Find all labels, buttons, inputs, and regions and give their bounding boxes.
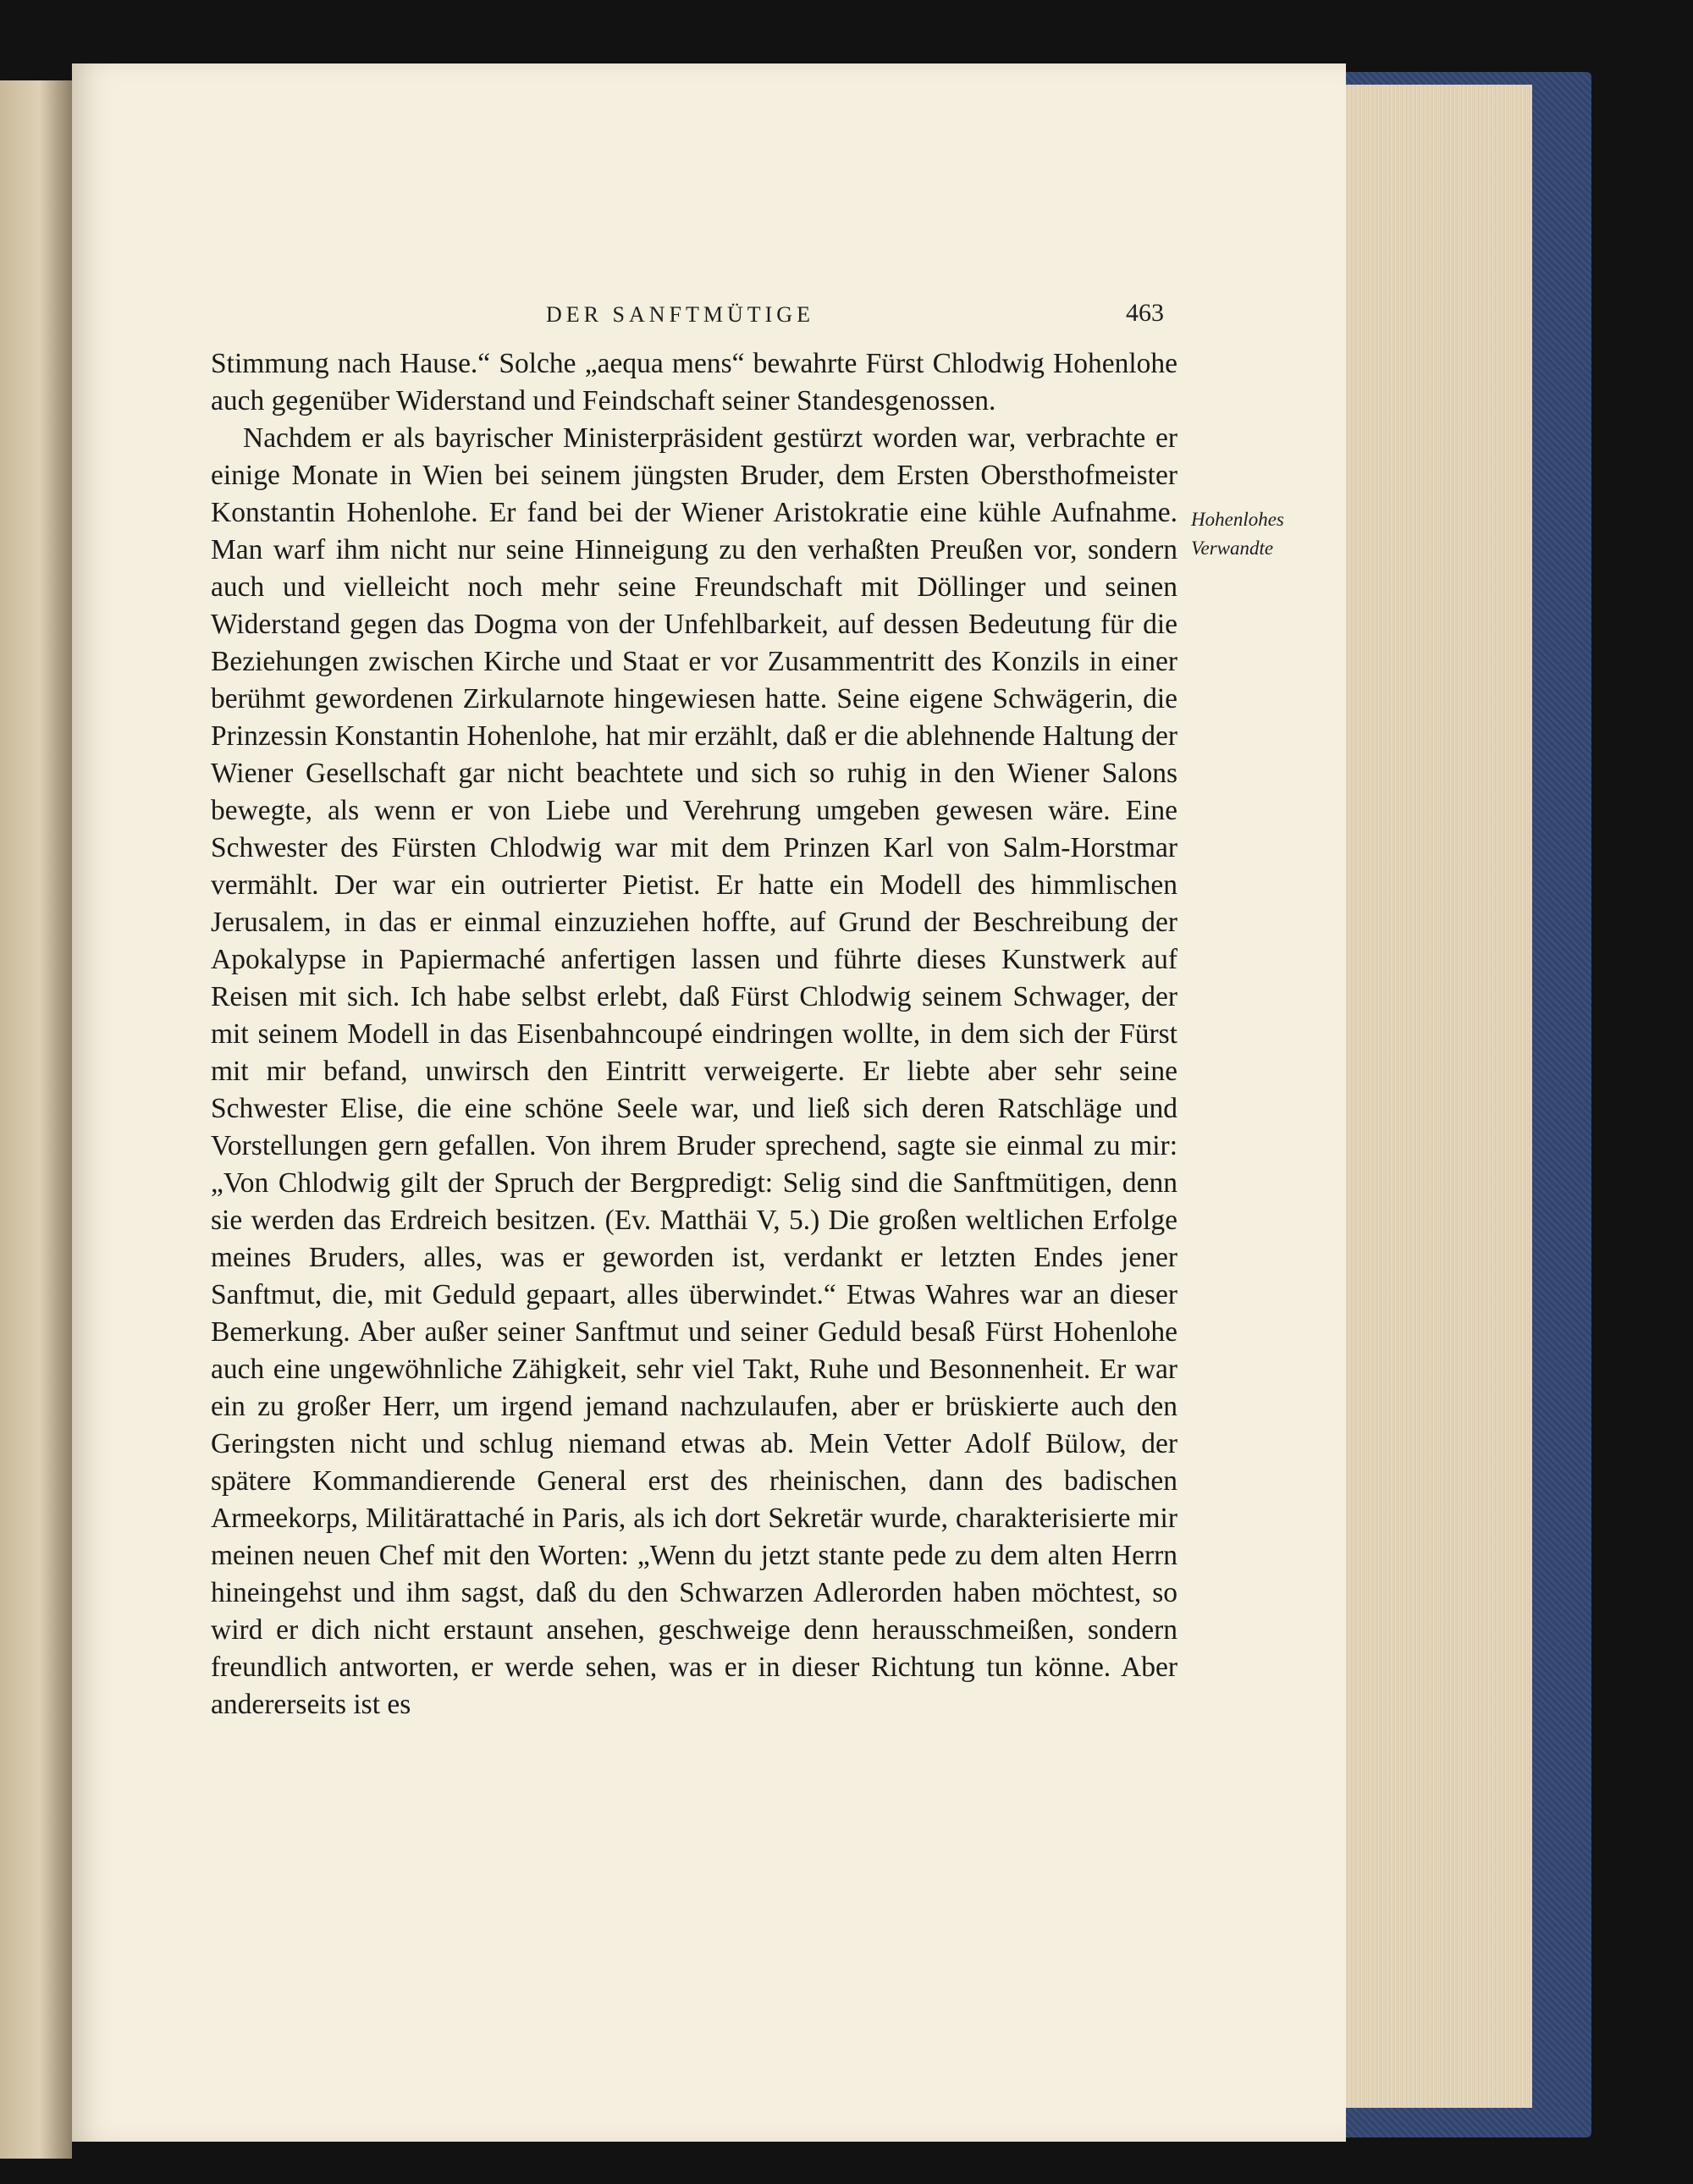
- margin-note-line-2: Verwandte: [1191, 538, 1274, 559]
- book-page: [72, 63, 1346, 2142]
- body-text: [211, 345, 1177, 1723]
- left-page-edge: [0, 80, 72, 2159]
- page-edges: [1321, 85, 1532, 2108]
- paragraph-2: Nachdem er als bayrischer Ministerpräsident gestürzt worden war, verbrachte er einige Monate in Wien bei seinem jüngsten Bruder, dem Ersten Obersthofmeister Konstantin Hohenlohe. Er fand bei der Wiener Aristokratie eine kühle Aufnahme. Man warf ihm nicht nur seine Hinneigung zu den verhaßten Preußen vor, sondern auch und vielleicht noch mehr seine Freundschaft mit Döllinger und seinen Widerstand gegen das Dogma von der Unfehlbarkeit, auf dessen Bedeutung für die Beziehungen zwischen Kirche und Staat er vor Zusammentritt des Konzils in einer berühmt gewordenen Zirkularnote hingewiesen hatte. Seine eigene Schwägerin, die Prinzessin Konstantin Hohenlohe, hat mir erzählt, daß er die ablehnende Haltung der Wiener Gesellschaft gar nicht beachtete und sich so ruhig in den Wiener Salons bewegte, als wenn er von Liebe und Verehrung umgeben gewesen wäre. Eine Schwester des Fürsten Chlodwig war mit dem Prinzen Karl von Salm-Horstmar vermählt. Der war ein outrierter Pietist. Er hatte ein Modell des himmlischen Jerusalem, in das er einmal einzuziehen hoffte, auf Grund der Beschreibung der Apokalypse in Papiermaché anfertigen lassen und führte dieses Kunstwerk auf Reisen mit sich. Ich habe selbst erlebt, daß Fürst Chlodwig seinem Schwager, der mit seinem Modell in das Eisenbahncoupé eindringen wollte, in dem sich der Fürst mit mir befand, unwirsch den Eintritt verweigerte. Er liebte aber sehr seine Schwester Elise, die eine schöne Seele war, und ließ sich deren Ratschläge und Vorstellungen gern gefallen. Von ihrem Bruder sprechend, sagte sie einmal zu mir: „Von Chlodwig gilt der Spruch der Bergpredigt: Selig sind die Sanftmütigen, denn sie werden das Erdreich besitzen. (Ev. Matthäi V, 5.) Die großen weltlichen Erfolge meines Bruders, alles, was er geworden ist, verdankt er letzten Endes jener Sanftmut, die, mit Geduld gepaart, alles überwindet.“ Etwas Wahres war an dieser Bemerkung. Aber außer seiner Sanftmut und seiner Geduld besaß Fürst Hohenlohe auch eine ungewöhnliche Zähigkeit, sehr viel Takt, Ruhe und Besonnenheit. Er war ein zu großer Herr, um irgend jemand nachzulaufen, aber er brüskierte auch den Geringsten nicht und schlug niemand etwas ab. Mein Vetter Adolf Bülow, der spätere Kommandierende General erst des rheinischen, dann des badischen Armeekorps, Militärattaché in Paris, als ich dort Sekretär wurde, charakterisierte mir meinen neuen Chef mit den Worten: „Wenn du jetzt stante pede zu dem alten Herrn hineingehst und ihm sagst, daß du den Schwarzen Adlerorden haben möchtest, so wird er dich nicht erstaunt ansehen, geschweige denn herausschmeißen, sondern freundlich antworten, er werde sehen, was er in dieser Richtung tun könne. Aber andererseits ist es: [211, 422, 1177, 1720]
- page-number: 463: [1126, 299, 1164, 327]
- margin-note: [1191, 505, 1284, 563]
- running-head: DER SANFTMÜTIGE: [546, 302, 814, 327]
- margin-note-line-1: Hohenlohes: [1191, 509, 1284, 530]
- paragraph-1: Stimmung nach Hause.“ Solche „aequa mens“ bewahrte Fürst Chlodwig Hohenlohe auch gegenüber Widerstand und Feindschaft seiner Standesgenossen.: [211, 348, 1177, 416]
